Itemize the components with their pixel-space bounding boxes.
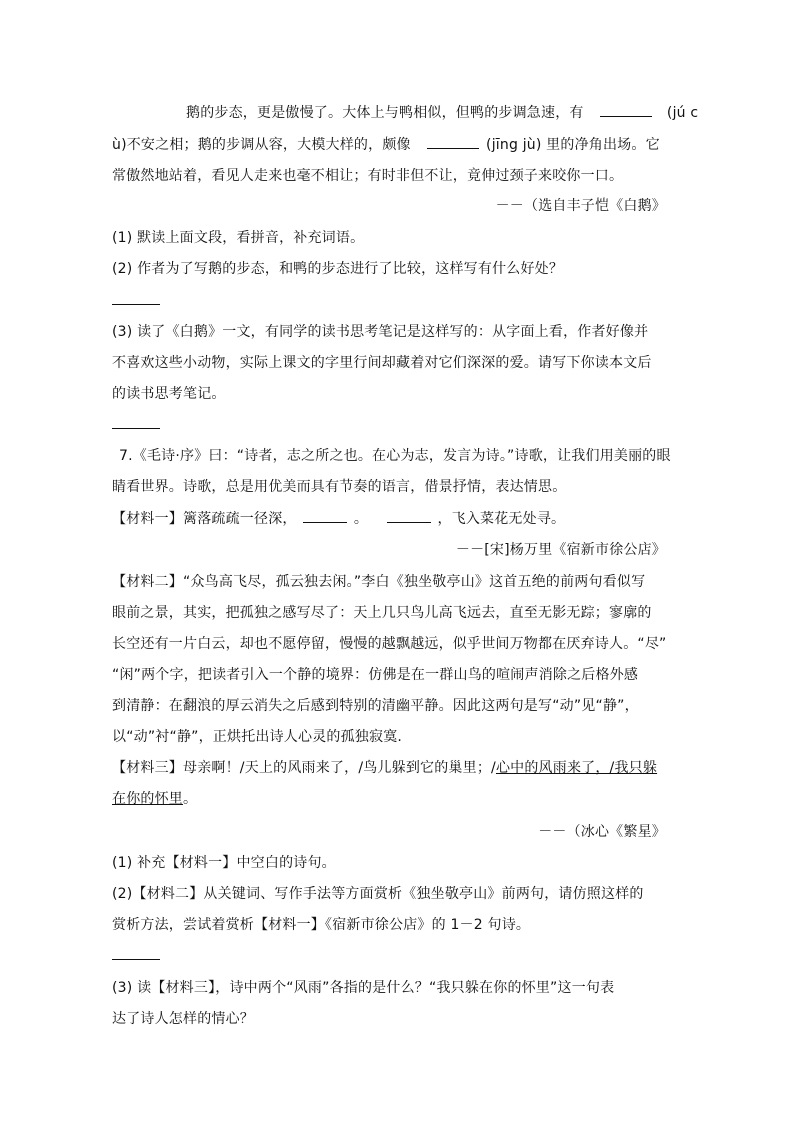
q7-sub2-line-2: 赏析方法，尝试着赏析【材料一】《宿新市徐公店》的 1－2 句诗。 (112, 917, 531, 933)
passage-line-2 (112, 134, 660, 155)
passage-line-1 (186, 102, 698, 123)
poem-text: ，飞入菜花无处寻。 (437, 511, 566, 527)
fill-blank-2[interactable] (427, 134, 479, 149)
q7-intro-line-1: 7.《毛诗·序》曰：“诗者，志之所之也。在心为志，发言为诗。”诗歌，让我们用美丽的眼 (119, 448, 671, 464)
q7-sub1: (1) 补充【材料一】中空白的诗句。 (112, 855, 336, 871)
material-1-source: －－[宋]杨万里《宿新市徐公店》 (455, 542, 666, 558)
fill-blank-poem-1[interactable] (303, 508, 347, 523)
passage-text: ù)不安之相；鹅的步调从容，大模大样的，颇像 (112, 137, 411, 153)
answer-line[interactable] (112, 428, 160, 429)
q7-sub2-line-1: (2)【材料二】从关键词、写作手法等方面赏析《独坐敬亭山》前两句，请仿照这样的 (112, 886, 644, 902)
material-3-punct: 。 (183, 791, 198, 807)
q6-sub3-line-2: 不喜欢这些小动物，实际上课文的字里行间却藏着对它们深深的爱。请写下你读本文后 (112, 355, 652, 371)
material-1-poem (112, 508, 565, 529)
fill-blank-poem-2[interactable] (387, 508, 431, 523)
material-3-source: －－（冰心《繁星》 (538, 824, 666, 840)
q7-intro-line-2: 睛看世界。诗歌，总是用优美而具有节奏的语言，借景抒情，表达情思。 (112, 479, 567, 495)
material-2-line-3: 长空还有一片白云，却也不愿停留，慢慢的越飘越远，似乎世间万物都在厌弃诗人。“尽” (112, 636, 667, 652)
material-3-underlined: 心中的风雨来了，/我只躲 (495, 760, 658, 776)
passage-source: －－（选自丰子恺《白鹅》 (495, 198, 666, 214)
poem-punct: 。 (353, 511, 369, 527)
q6-sub3-line-3: 的读书思考笔记。 (112, 386, 226, 402)
answer-line[interactable] (112, 959, 160, 960)
pinyin-hint: (jú c (666, 105, 699, 121)
q7-sub3-line-2: 达了诗人怎样的情心？ (112, 1011, 254, 1027)
material-3-underlined: 在你的怀里 (112, 791, 183, 807)
material-2-line-4: “闲”两个字，把读者引入一个静的境界：仿佛是在一群山鸟的喧闹声消除之后格外感 (112, 667, 639, 683)
fill-blank-1[interactable] (600, 102, 652, 117)
poem-text: 【材料一】篱落疏疏一径深， (112, 511, 297, 527)
passage-line-3: 常傲然地站着，看见人走来也毫不相让；有时非但不让，竟伸过颈子来咬你一口。 (112, 168, 624, 184)
material-2-line-2: 眼前之景，其实，把孤独之感写尽了：天上几只鸟儿高飞远去，直至无影无踪；寥廓的 (112, 605, 652, 621)
material-2-line-1: 【材料二】“众鸟高飞尽，孤云独去闲。”李白《独坐敬亭山》这首五绝的前两句看似写 (112, 574, 646, 590)
material-3-line-2 (112, 789, 197, 809)
material-2-line-6: 以“动”衬“静”，正烘托出诗人心灵的孤独寂寞. (112, 729, 403, 745)
answer-line[interactable] (112, 304, 160, 305)
q6-sub2: (2) 作者为了写鹅的步态，和鸭的步态进行了比较，这样写有什么好处？ (112, 261, 564, 277)
material-2-line-5: 到清静：在翻浪的厚云消失之后感到特别的清幽平静。因此这两句是写“动”见“静”， (112, 698, 639, 714)
q7-sub3-line-1: (3) 读【材料三】，诗中两个“风雨”各指的是什么？“我只躲在你的怀里”这一句表 (112, 980, 615, 996)
material-3-text: 【材料三】母亲啊！/天上的风雨来了，/鸟儿躲到它的巢里；/ (112, 760, 496, 776)
pinyin-hint: (jīng jù) 里的净角出场。它 (486, 137, 660, 153)
passage-text: 鹅的步态，更是傲慢了。大体上与鸭相似，但鸭的步调急速，有 (186, 105, 584, 121)
material-3-line-1 (112, 758, 657, 778)
q6-sub3-line-1: (3) 读了《白鹅》一文，有同学的读书思考笔记是这样写的：从字面上看，作者好像并 (112, 324, 649, 340)
q6-sub1: (1) 默读上面文段，看拼音，补充词语。 (112, 230, 365, 246)
